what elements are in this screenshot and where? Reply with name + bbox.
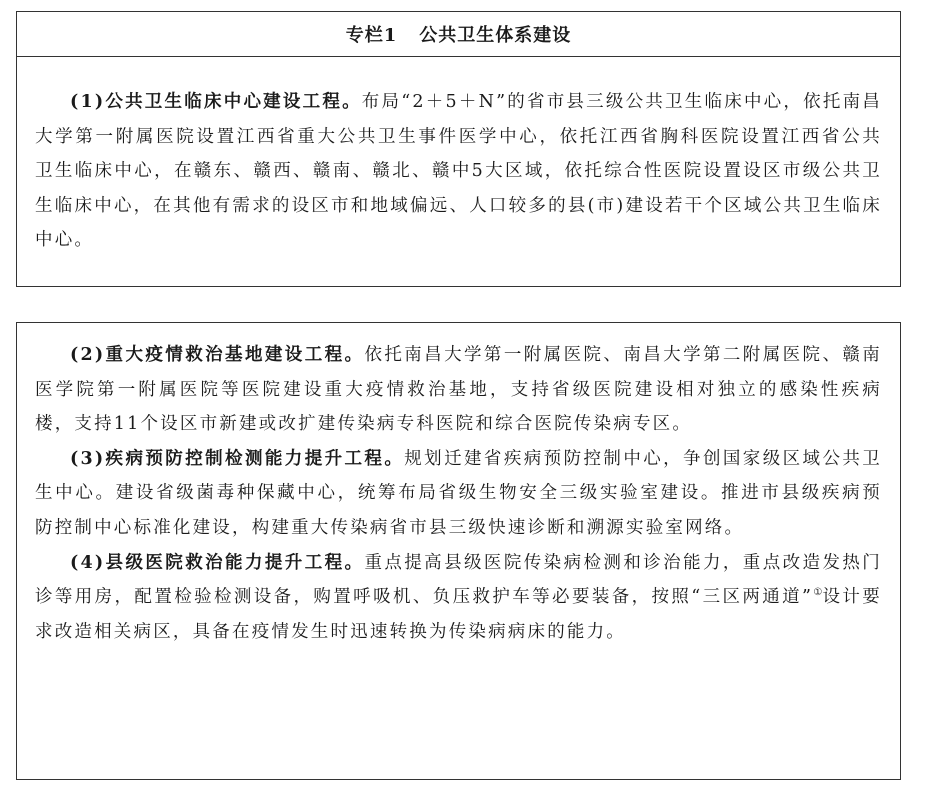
footnote-marker: ① <box>813 587 823 599</box>
section-body: 重点提高县级医院传染病检测和诊治能力，重点改造发热门诊等用房，配置检验检测设备，购置呼吸机、负压救护车等必要装备，按照“三区两通道” <box>35 552 882 608</box>
column-title-text: 公共卫生体系建设 <box>419 25 572 46</box>
section-body: 布局“2＋5＋N”的省市县三级公共卫生临床中心，依托南昌大学第一附属医院设置江西省重大公共卫生事件医学中心，依托江西省胸科医院设置江西省公共卫生临床中心，在赣东、赣西、赣南、赣北、赣中5大区域，依托综合性医院设置设区市级公共卫生临床中心，在其他有需求的设区市和地域偏远、人口较多的县(市)建设若干个区域公共卫生临床中心。 <box>35 92 882 251</box>
section-paragraph <box>35 85 882 258</box>
section-lead: (4)县级医院救治能力提升工程。 <box>70 552 365 573</box>
column-label: 专栏1 <box>345 25 398 46</box>
section-list-2 <box>17 323 900 649</box>
column-box-continued <box>16 322 901 780</box>
column-title <box>17 12 900 57</box>
section-body-continued: 设计要求改造相关病区，具备在疫情发生时迅速转换为传染病病床的能力。 <box>35 587 883 642</box>
section-lead: (3)疾病预防控制检测能力提升工程。 <box>70 448 405 469</box>
section-paragraph <box>35 338 882 442</box>
section-list-1 <box>17 57 900 258</box>
section-paragraph <box>35 442 882 546</box>
section-paragraph <box>35 546 882 650</box>
section-body: 依托南昌大学第一附属医院、南昌大学第二附属医院、赣南医学院第一附属医院等医院建设重大疫情救治基地，支持省级医院建设相对独立的感染性疾病楼，支持11个设区市新建或改扩建传染病专科医院和综合医院传染病专区。 <box>35 345 882 435</box>
section-lead: (2)重大疫情救治基地建设工程。 <box>70 345 365 365</box>
column-box-header <box>16 11 901 287</box>
section-body: 规划迁建省疾病预防控制中心，争创国家级区域公共卫生中心。建设省级菌毒种保藏中心，统筹布局省级生物安全三级实验室建设。推进市县级疾病预防控制中心标准化建设，构建重大传染病省市县三级快速诊断和溯源实验室网络。 <box>35 448 882 538</box>
section-lead: (1)公共卫生临床中心建设工程。 <box>70 92 362 112</box>
